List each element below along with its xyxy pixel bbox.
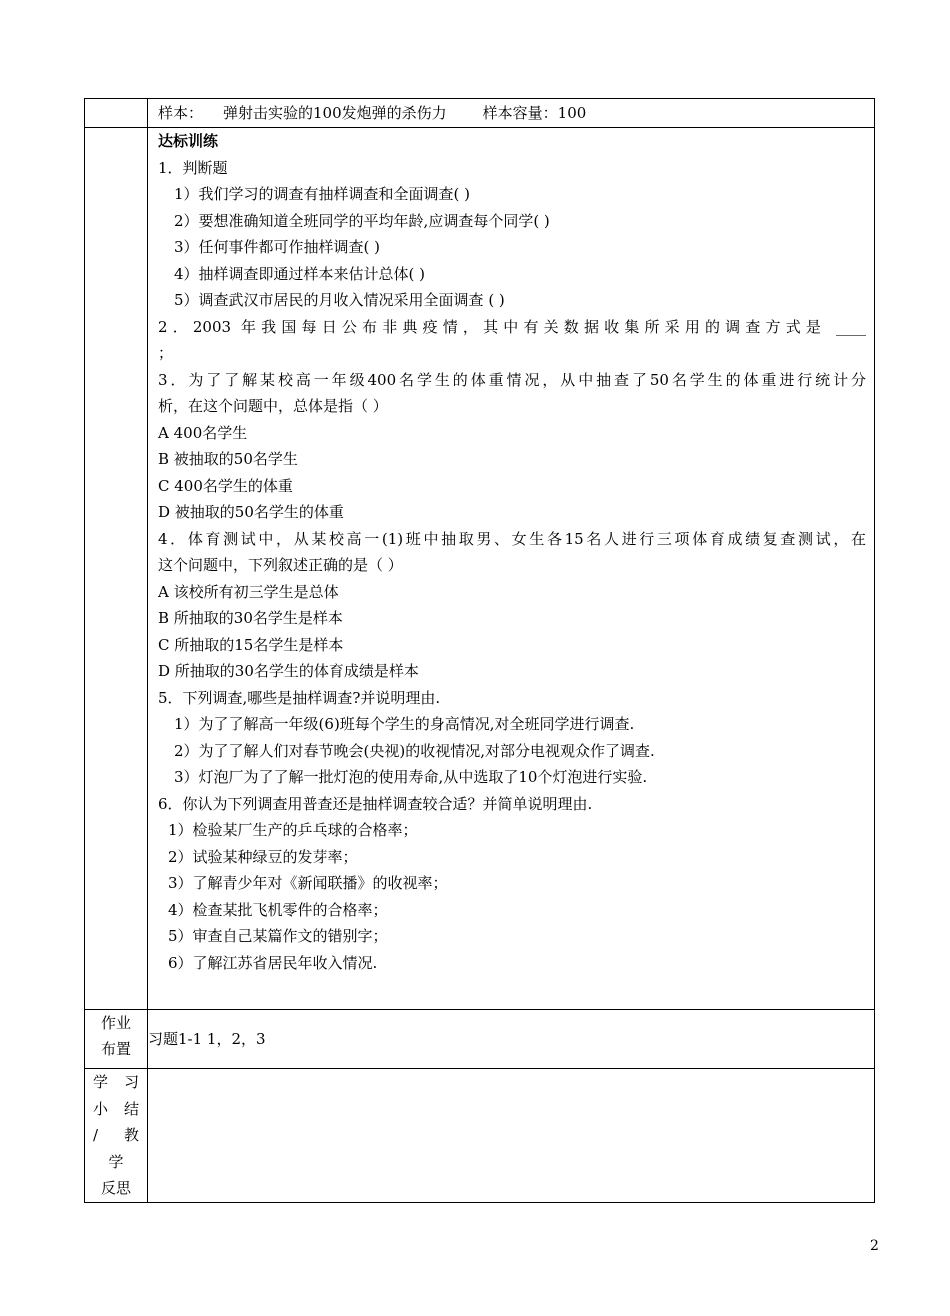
summary-label-line: 反思 [100, 1179, 131, 1197]
q1-title: 1．判断题 [158, 158, 228, 177]
sample-label: 样本： [158, 104, 204, 122]
exercise-cell [148, 128, 875, 1010]
q4-option: D 所抽取的30名学生的体育成绩是样本 [158, 662, 419, 680]
homework-label [85, 1010, 148, 1069]
q1-item: 3）任何事件都可作抽样调查( ) [174, 238, 381, 256]
summary-label-line: / 教 [93, 1126, 139, 1144]
q1-item: 4）抽样调查即通过样本来估计总体( ) [174, 264, 426, 283]
summary-label-line: 小 结 [93, 1099, 139, 1118]
q4-option: C 所抽取的15名学生是样本 [158, 635, 344, 654]
q5-item: 2）为了了解人们对春节晚会(央视)的收视情况,对部分电视观众作了调查. [174, 741, 655, 760]
q6-item: 4）检查某批飞机零件的合格率； [168, 900, 388, 919]
summary-row [85, 1069, 875, 1203]
sample-description: 弹射击实验的100发炮弹的杀伤力 [223, 104, 447, 122]
section-heading: 达标训练 [158, 132, 219, 150]
page-number: 2 [870, 1238, 879, 1254]
summary-content [148, 1069, 875, 1203]
q5-item: 1）为了了解高一年级(6)班每个学生的身高情况,对全班同学进行调查. [174, 715, 635, 733]
summary-label-line: 学 [108, 1152, 124, 1171]
summary-label-line: 学 习 [93, 1073, 139, 1091]
q5-title: 5．下列调查,哪些是抽样调查?并说明理由. [158, 688, 441, 707]
main-row [85, 128, 875, 1010]
sample-cell [148, 99, 875, 128]
q3-option: A 400名学生 [158, 423, 248, 442]
q6-item: 5）审查自己某篇作文的错别字； [168, 927, 388, 945]
q2-line: 2．2003 年我国每日公布非典疫情，其中有关数据收集所采用的调查方式是 ____ [158, 317, 866, 336]
q5-item: 3）灯泡厂为了了解一批灯泡的使用寿命,从中选取了10个灯泡进行实验. [174, 768, 648, 786]
q2-line: ； [158, 344, 174, 362]
q1-item: 2）要想准确知道全班同学的平均年龄,应调查每个同学( ) [174, 211, 550, 230]
summary-label [85, 1069, 148, 1203]
q6-item: 3）了解青少年对《新闻联播》的收视率； [168, 874, 448, 892]
q3-option: D 被抽取的50名学生的体重 [158, 503, 344, 521]
homework-label-line: 布置 [100, 1040, 131, 1058]
q3-line: 3．为了了解某校高一年级400名学生的体重情况，从中抽查了50名学生的体重进行统计分 [158, 370, 866, 389]
homework-row [85, 1010, 875, 1069]
q1-item: 1）我们学习的调查有抽样调查和全面调查( ) [174, 185, 471, 203]
q3-option: C 400名学生的体重 [158, 476, 293, 495]
q6-item: 6）了解江苏省居民年收入情况. [168, 953, 378, 972]
q3-line: 析，在这个问题中，总体是指（ ） [158, 397, 388, 415]
sample-size: 样本容量：100 [482, 104, 587, 122]
q4-line: 这个问题中，下列叙述正确的是（ ） [158, 556, 403, 574]
q4-option: B 所抽取的30名学生是样本 [158, 609, 343, 627]
q4-option: A 该校所有初三学生是总体 [158, 582, 339, 601]
sample-row [85, 99, 875, 128]
sample-left-cell [85, 99, 148, 128]
q3-option: B 被抽取的50名学生 [158, 450, 298, 468]
q4-line: 4．体育测试中，从某校高一(1)班中抽取男、女生各15名人进行三项体育成绩复查测试，在 [158, 529, 866, 548]
homework-label-line: 作业 [100, 1014, 131, 1032]
q6-item: 2）试验某种绿豆的发芽率； [168, 847, 358, 866]
homework-content: 习题1-1 1，2，3 [148, 1010, 875, 1069]
lesson-table [84, 98, 875, 1203]
q1-item: 5）调查武汉市居民的月收入情况采用全面调查 ( ) [174, 291, 505, 309]
sample-line [148, 99, 874, 127]
q6-title: 6．你认为下列调查用普查还是抽样调查较合适？并简单说明理由. [158, 794, 593, 813]
main-left-cell [85, 128, 148, 1010]
q6-item: 1）检验某厂生产的乒乓球的合格率； [168, 821, 418, 839]
